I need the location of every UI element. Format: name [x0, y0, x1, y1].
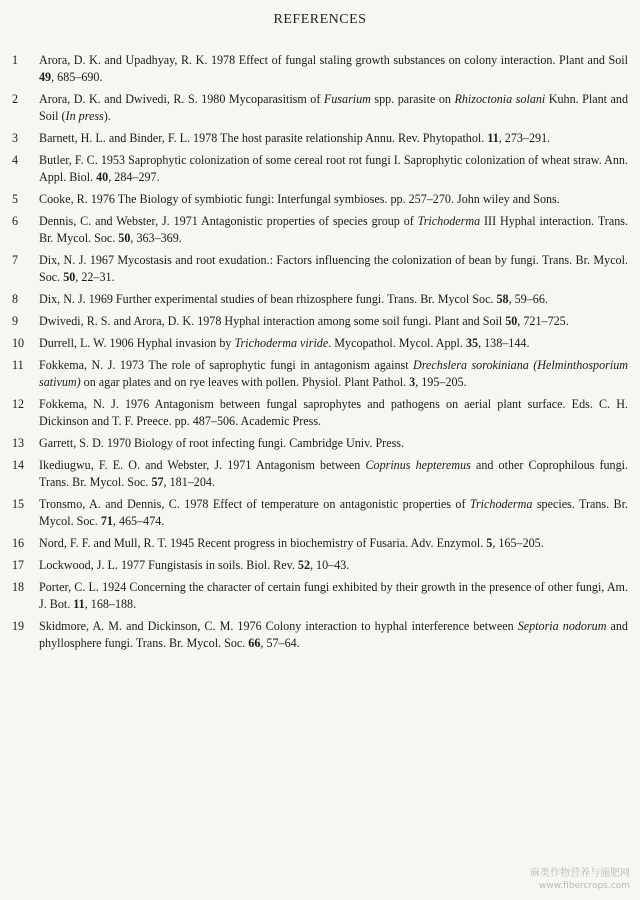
citation-text: and other Coprophilous fungi. Trans. Br. Mycol. Soc.: [39, 458, 628, 489]
citation-text: , 59–66.: [508, 292, 548, 306]
reference-item: [12, 252, 628, 286]
citation-text: Cooke, R. 1976 The Biology of symbiotic fungi: Interfungal symbioses. pp. 257–270. John wiley and Sons.: [39, 192, 560, 206]
reference-item: [12, 335, 628, 352]
citation-text: , 363–369.: [130, 231, 182, 245]
italic-term: Fusarium: [323, 92, 371, 106]
reference-item: [12, 91, 628, 125]
watermark-site-name: 麻类作物营养与施肥网: [530, 868, 630, 879]
reference-number: 4: [12, 153, 19, 167]
reference-number: 10: [12, 336, 25, 350]
citation-text: , 57–64.: [260, 636, 300, 650]
citation-text: , 22–31.: [75, 270, 115, 284]
citation-text: , 685–690.: [51, 70, 103, 84]
citation-text: Tronsmo, A. and Dennis, C. 1978 Effect of temperature on antagonistic properties of: [39, 497, 470, 511]
reference-number: 5: [12, 192, 19, 206]
citation-text: Dennis, C. and Webster, J. 1971 Antagonistic properties of species group of: [39, 214, 418, 228]
volume-number: 11: [73, 597, 85, 611]
reference-item: [12, 213, 628, 247]
italic-term: Trichoderma: [417, 214, 481, 228]
italic-term: Trichoderma viride: [234, 336, 329, 350]
reference-number: 11: [12, 358, 24, 372]
citation-text: Dwivedi, R. S. and Arora, D. K. 1978 Hyphal interaction among some soil fungi. Plant and Soil: [39, 314, 506, 328]
reference-text: [39, 192, 560, 206]
reference-text: [39, 536, 544, 550]
citation-text: , 168–188.: [84, 597, 137, 611]
reference-text: [39, 314, 569, 328]
reference-number: 6: [12, 214, 19, 228]
reference-text: [39, 92, 628, 123]
reference-text: [39, 214, 628, 245]
citation-text: Lockwood, J. L. 1977 Fungistasis in soils. Biol. Rev.: [39, 558, 298, 572]
reference-item: [12, 496, 628, 530]
volume-number: 71: [100, 514, 113, 528]
volume-number: 50: [118, 231, 131, 245]
citation-text: Fokkema, N. J. 1973 The role of saprophytic fungi in antagonism against: [39, 358, 414, 372]
reference-item: [12, 435, 628, 452]
site-watermark: [530, 868, 630, 892]
reference-item: [12, 291, 628, 308]
reference-number: 13: [12, 436, 25, 450]
reference-text: [39, 619, 628, 650]
citation-text: Garrett, S. D. 1970 Biology of root infecting fungi. Cambridge Univ. Press.: [39, 436, 405, 450]
reference-text: [39, 292, 548, 306]
citation-text: , 181–204.: [163, 475, 215, 489]
reference-number: 18: [12, 580, 25, 594]
citation-text: Dix, N. J. 1969 Further experimental studies of bean rhizosphere fungi. Trans. Br. Mycol Soc.: [39, 292, 497, 306]
reference-text: [39, 397, 628, 428]
watermark-url: www.fibercrops.com: [539, 881, 630, 891]
citation-text: III Hyphal interaction. Trans. Br. Mycol. Soc.: [39, 214, 628, 245]
italic-term: Rhizoctonia solani: [454, 92, 546, 106]
citation-text: spp. parasite on: [370, 92, 455, 106]
reference-number: 14: [12, 458, 25, 472]
citation-text: on agar plates and on rye leaves with pollen. Physiol. Plant Pathol.: [80, 375, 410, 389]
reference-text: [39, 558, 349, 572]
volume-number: 5: [486, 536, 493, 550]
reference-item: [12, 457, 628, 491]
volume-number: 49: [39, 70, 52, 84]
citation-text: , 465–474.: [112, 514, 165, 528]
reference-text: [39, 458, 628, 489]
citation-text: , 165–205.: [492, 536, 544, 550]
reference-number: 15: [12, 497, 25, 511]
citation-text: , 195–205.: [415, 375, 467, 389]
italic-term: In press: [65, 109, 104, 123]
citation-text: Kuhn. Plant and Soil (: [39, 92, 628, 123]
citation-text: species. Trans. Br. Mycol. Soc.: [39, 497, 628, 528]
citation-text: , 138–144.: [478, 336, 530, 350]
reference-item: [12, 357, 628, 391]
reference-number: 8: [12, 292, 19, 306]
reference-item: [12, 579, 628, 613]
citation-text: Fokkema, N. J. 1976 Antagonism between fungal saprophytes and pathogens on aerial plant surface. Eds. C. H. Dickinson and T. F. Preece. pp. 487–506. Academic Press.: [39, 397, 628, 428]
reference-number: 2: [12, 92, 19, 106]
reference-text: [39, 53, 628, 84]
citation-text: Porter, C. L. 1924 Concerning the character of certain fungi exhibited by their growth in the presence of other fungi, Am. J. Bot.: [39, 580, 628, 611]
volume-number: 50: [505, 314, 518, 328]
volume-number: 58: [496, 292, 509, 306]
italic-term: Coprinus hepteremus: [365, 458, 471, 472]
citation-text: , 10–43.: [310, 558, 350, 572]
italic-term: Trichoderma: [469, 497, 533, 511]
reference-number: 12: [12, 397, 25, 411]
volume-number: 50: [63, 270, 76, 284]
italic-term: Septoria nodorum: [517, 619, 607, 633]
volume-number: 52: [297, 558, 310, 572]
volume-number: 11: [487, 131, 499, 145]
reference-item: [12, 396, 628, 430]
citation-text: Arora, D. K. and Dwivedi, R. S. 1980 Mycoparasitism of: [39, 92, 324, 106]
reference-number: 9: [12, 314, 19, 328]
references-heading: REFERENCES: [273, 12, 367, 27]
reference-list: [12, 52, 628, 657]
reference-number: 3: [12, 131, 19, 145]
citation-text: Dix, N. J. 1967 Mycostasis and root exudation.: Factors influencing the colonization of bean by fungi. Trans. Br. Mycol. Soc.: [39, 253, 628, 284]
citation-text: . Mycopathol. Mycol. Appl.: [328, 336, 466, 350]
citation-text: Barnett, H. L. and Binder, F. L. 1978 The host parasite relationship Annu. Rev. Phytopathol.: [39, 131, 488, 145]
reference-text: [39, 358, 628, 389]
reference-text: [39, 497, 628, 528]
reference-item: [12, 52, 628, 86]
citation-text: and phyllosphere fungi. Trans. Br. Mycol. Soc.: [39, 619, 628, 650]
reference-number: 7: [12, 253, 19, 267]
reference-text: [39, 131, 550, 145]
reference-item: [12, 535, 628, 552]
citation-text: ).: [103, 109, 111, 123]
citation-text: , 284–297.: [108, 170, 160, 184]
reference-item: [12, 557, 628, 574]
reference-number: 19: [12, 619, 25, 633]
italic-term: Drechslera sorokiniana (Helminthosporium sativum): [39, 358, 628, 389]
reference-number: 16: [12, 536, 25, 550]
citation-text: , 721–725.: [517, 314, 569, 328]
citation-text: Nord, F. F. and Mull, R. T. 1945 Recent progress in biochemistry of Fusaria. Adv. Enzymol.: [39, 536, 487, 550]
volume-number: 57: [151, 475, 164, 489]
volume-number: 40: [96, 170, 109, 184]
citation-text: , 273–291.: [498, 131, 551, 145]
citation-text: Arora, D. K. and Upadhyay, R. K. 1978 Effect of fungal staling growth substances on colony interaction. Plant and Soil: [39, 53, 628, 67]
reference-item: [12, 130, 628, 147]
volume-number: 66: [248, 636, 261, 650]
citation-text: Ikediugwu, F. E. O. and Webster, J. 1971 Antagonism between: [39, 458, 366, 472]
reference-item: [12, 191, 628, 208]
citation-text: Durrell, L. W. 1906 Hyphal invasion by: [39, 336, 235, 350]
reference-item: [12, 313, 628, 330]
reference-text: [39, 253, 628, 284]
reference-number: 17: [12, 558, 25, 572]
reference-text: [39, 153, 628, 184]
citation-text: Butler, F. C. 1953 Saprophytic colonization of some cereal root rot fungi I. Saprophytic colonization of wheat straw. Ann. Appl. Biol.: [39, 153, 628, 184]
reference-text: [39, 336, 529, 350]
reference-text: [39, 436, 404, 450]
volume-number: 3: [409, 375, 416, 389]
reference-number: 1: [12, 53, 19, 67]
volume-number: 35: [465, 336, 479, 350]
reference-text: [39, 580, 628, 611]
citation-text: Skidmore, A. M. and Dickinson, C. M. 1976 Colony interaction to hyphal interference between: [39, 619, 518, 633]
reference-item: [12, 152, 628, 186]
reference-item: [12, 618, 628, 652]
